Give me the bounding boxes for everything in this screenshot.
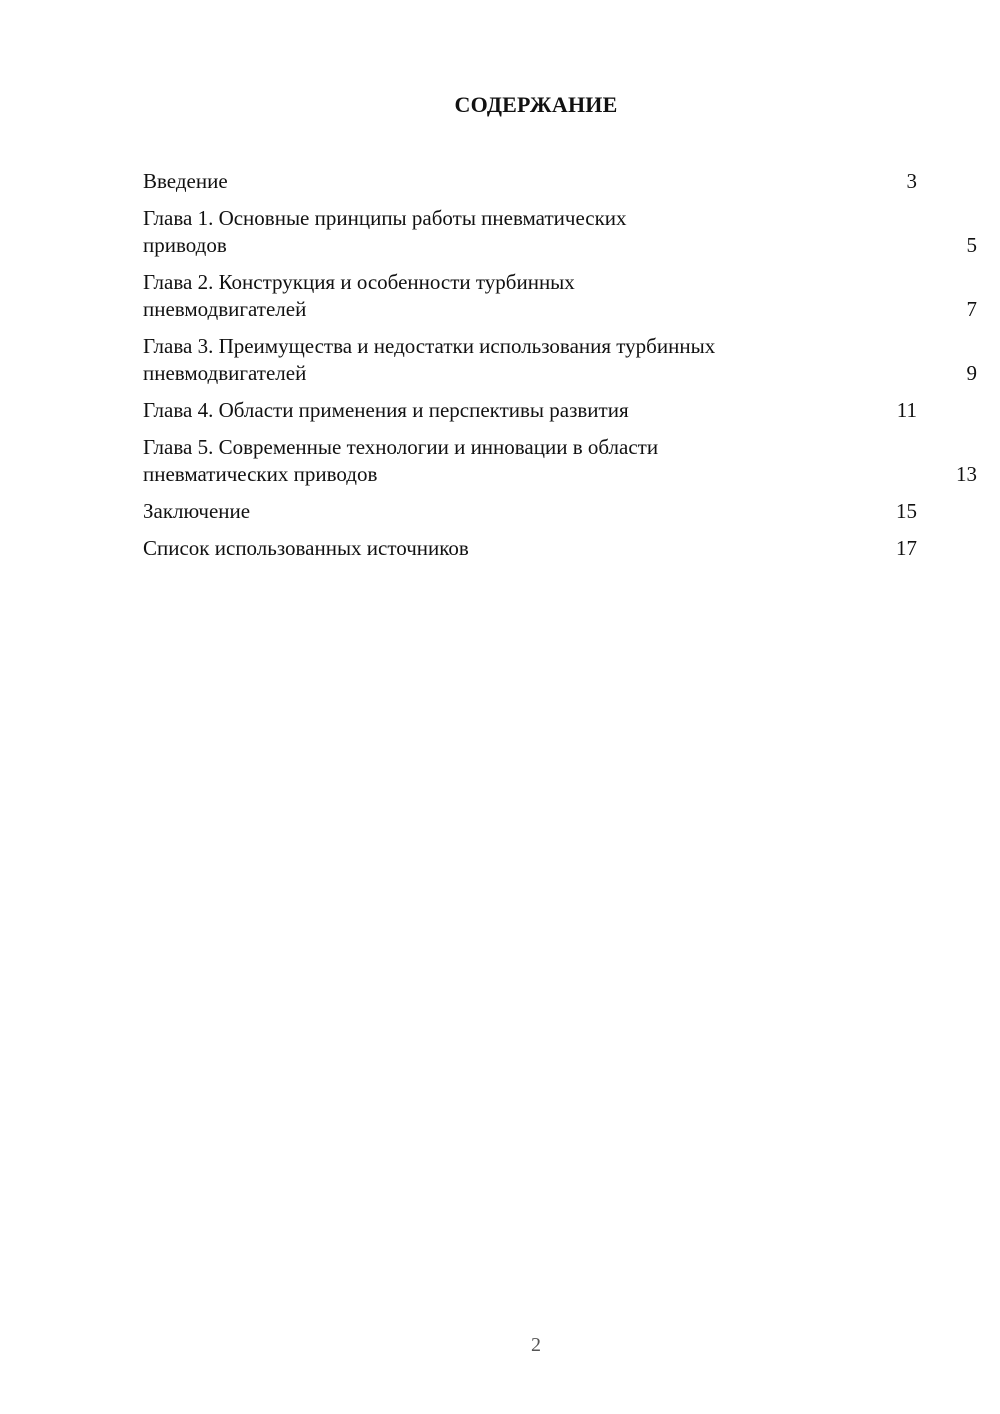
toc-entry-title: Введение bbox=[143, 169, 228, 193]
table-of-contents bbox=[143, 168, 977, 572]
toc-entry-chapter-3 bbox=[143, 333, 977, 387]
toc-entry-page: 17 bbox=[896, 536, 917, 560]
toc-entry-title: Глава 5. Современные технологии и инновации в области пневматических приводов bbox=[143, 435, 659, 486]
toc-entry-title: Глава 4. Области применения и перспективы развития bbox=[143, 398, 629, 422]
toc-entry-page: 11 bbox=[896, 398, 917, 422]
page-number: 2 bbox=[531, 1334, 541, 1356]
toc-entry-title: Глава 1. Основные принципы работы пневматических приводов bbox=[143, 206, 627, 257]
toc-entry-title: Заключение bbox=[143, 499, 251, 523]
toc-entry-title: Глава 2. Конструкция и особенности турбинных пневмодвигателей bbox=[143, 270, 575, 321]
toc-entry-page: 5 bbox=[966, 233, 977, 257]
toc-entry-chapter-4 bbox=[143, 397, 919, 424]
toc-entry-page: 3 bbox=[906, 169, 917, 193]
toc-entry-title: Список использованных источников bbox=[143, 536, 469, 560]
toc-entry-title: Глава 3. Преимущества и недостатки использования турбинных пневмодвигателей bbox=[143, 334, 716, 385]
toc-entry-introduction bbox=[143, 168, 919, 195]
toc-entry-page: 15 bbox=[896, 499, 917, 523]
toc-entry-chapter-2 bbox=[143, 269, 977, 323]
toc-entry-chapter-1 bbox=[143, 205, 977, 259]
toc-entry-references bbox=[143, 535, 919, 562]
toc-entry-chapter-5 bbox=[143, 434, 977, 488]
page-title: СОДЕРЖАНИЕ bbox=[454, 92, 618, 117]
toc-entry-page: 9 bbox=[966, 361, 977, 385]
toc-entry-conclusion bbox=[143, 498, 919, 525]
toc-entry-page: 7 bbox=[966, 297, 977, 321]
toc-entry-page: 13 bbox=[956, 462, 977, 486]
